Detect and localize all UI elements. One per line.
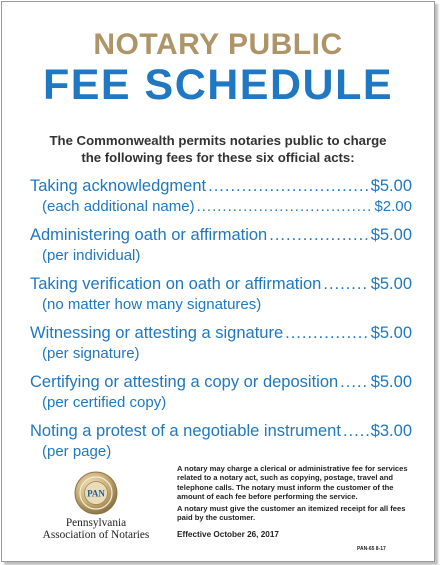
pan-organization-name bbox=[20, 517, 172, 541]
fee-label: Taking acknowledgment bbox=[30, 177, 207, 195]
dot-leader bbox=[323, 274, 368, 295]
org-line-2: Association of Notaries bbox=[42, 529, 150, 541]
disclaimer-paragraph-1: A notary may charge a clerical or administrative fee for services related to a notary act, such as copying, postage, travel and telephone calls. The notary must inform the customer of the amount of each fee before performing the service. bbox=[177, 464, 408, 501]
fee-label: Certifying or attesting a copy or deposition bbox=[30, 373, 339, 391]
fee-item-acknowledgment bbox=[30, 176, 412, 217]
dot-leader bbox=[208, 176, 369, 197]
fee-amount: $5.00 bbox=[370, 177, 412, 195]
fee-amount: $5.00 bbox=[370, 275, 412, 293]
fee-subrow bbox=[30, 197, 412, 217]
fee-note: (no matter how many signatures) bbox=[42, 296, 262, 313]
intro-line-1: The Commonwealth permits notaries public to charge bbox=[49, 133, 387, 148]
title-notary-public: NOTARY PUBLIC bbox=[93, 28, 343, 61]
fee-row bbox=[30, 421, 412, 442]
fee-item-oath bbox=[30, 225, 412, 266]
fee-row bbox=[30, 372, 412, 393]
fee-label: Witnessing or attesting a signature bbox=[30, 324, 284, 342]
fee-note: (per certified copy) bbox=[42, 394, 167, 411]
dot-leader bbox=[343, 421, 369, 442]
disclaimer-paragraph-2: A notary must give the customer an itemized receipt for all fees paid by the customer. bbox=[177, 504, 406, 523]
fee-disclaimer bbox=[177, 464, 417, 526]
fee-schedule-sheet bbox=[1, 1, 435, 562]
form-code: PAN-65 8-17 bbox=[357, 546, 386, 552]
fee-row bbox=[30, 274, 412, 295]
fee-note: (per page) bbox=[42, 443, 112, 460]
fee-item-witnessing bbox=[30, 323, 412, 364]
fee-row bbox=[30, 176, 412, 197]
fee-item-certifying bbox=[30, 372, 412, 413]
fee-label: Taking verification on oath or affirmation bbox=[30, 275, 322, 293]
fee-amount: $5.00 bbox=[370, 324, 412, 342]
effective-date: Effective October 26, 2017 bbox=[177, 530, 279, 539]
title-fee-schedule: FEE SCHEDULE bbox=[42, 61, 394, 109]
fee-row bbox=[30, 225, 412, 246]
intro-text bbox=[2, 132, 434, 166]
dot-leader bbox=[197, 197, 373, 217]
fee-label: Noting a protest of a negotiable instrument bbox=[30, 422, 341, 440]
fee-item-verification bbox=[30, 274, 412, 315]
fee-sub-label: (each additional name) bbox=[42, 198, 195, 215]
fee-amount: $5.00 bbox=[370, 226, 412, 244]
dot-leader bbox=[269, 225, 368, 246]
dot-leader bbox=[340, 372, 369, 393]
fee-item-protest bbox=[30, 421, 412, 462]
intro-line-2: the following fees for these six official acts: bbox=[81, 150, 355, 165]
fee-sub-amount: $2.00 bbox=[374, 198, 412, 215]
dot-leader bbox=[285, 323, 369, 344]
fee-label: Administering oath or affirmation bbox=[30, 226, 268, 244]
fee-amount: $3.00 bbox=[370, 422, 412, 440]
pan-seal-logo bbox=[74, 471, 118, 515]
fee-note: (per individual) bbox=[42, 247, 141, 264]
fee-list bbox=[30, 176, 412, 470]
org-line-1: Pennsylvania bbox=[65, 517, 127, 529]
fee-amount: $5.00 bbox=[370, 373, 412, 391]
fee-row bbox=[30, 323, 412, 344]
pan-badge-text: PAN bbox=[87, 488, 105, 499]
fee-note: (per signature) bbox=[42, 345, 140, 362]
